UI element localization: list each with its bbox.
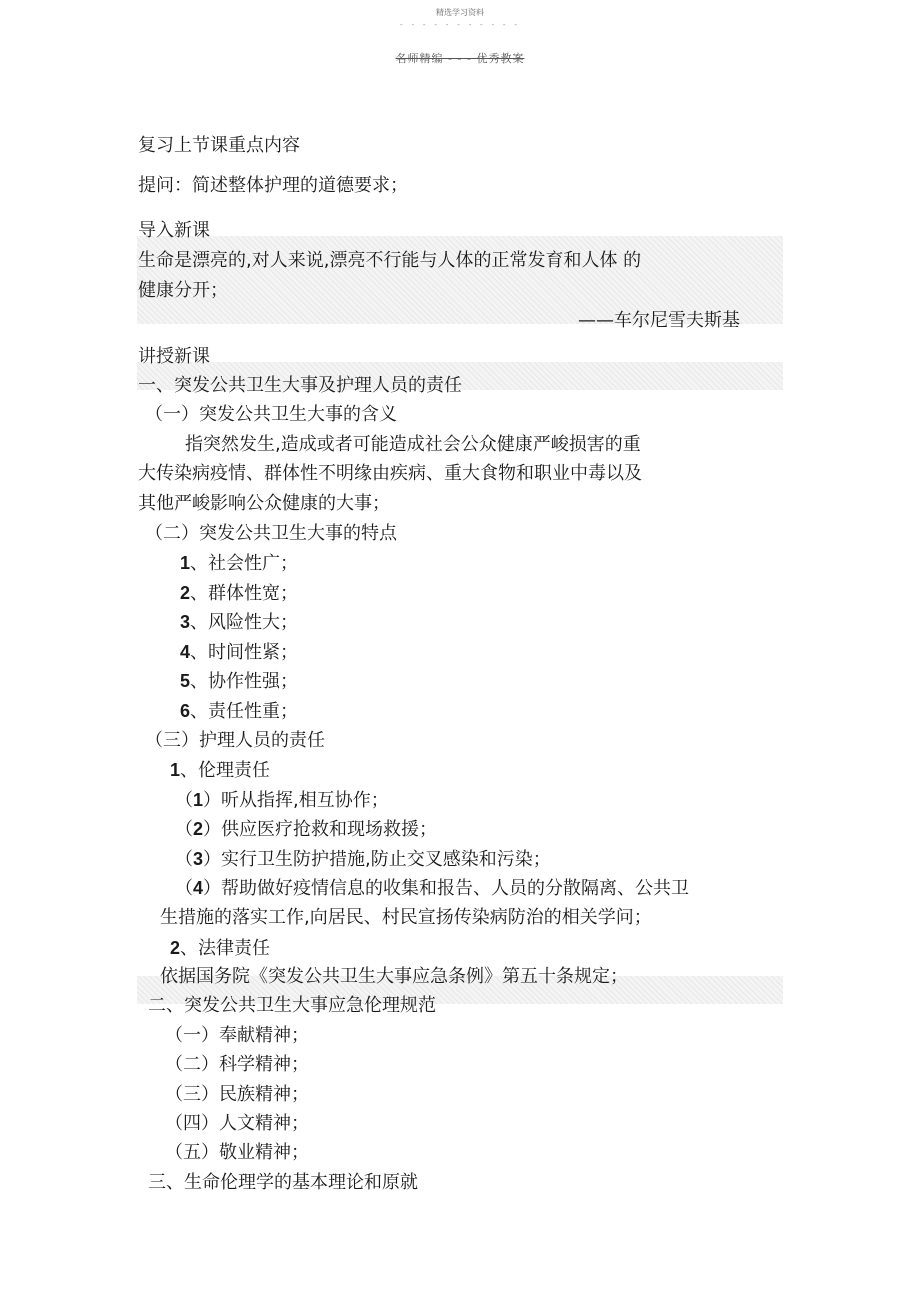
- legal-heading: 2、法律责任: [170, 938, 271, 959]
- trait-item-2: 2、群体性宽；: [180, 583, 299, 604]
- ethics-item-3: （3）实行卫生防护措施,防止交叉感染和污染；: [175, 849, 551, 870]
- intro-heading: 导入新课: [138, 220, 210, 241]
- watermark-dashes: - - - - - - - - - - -: [399, 20, 521, 29]
- section2-title: 二、突发公共卫生大事应急伦理规范: [148, 995, 436, 1016]
- norm-item-4: （四）人文精神；: [165, 1113, 309, 1134]
- trait-item-6: 6、责任性重；: [180, 701, 299, 722]
- trait-item-5: 5、协作性强；: [180, 671, 299, 692]
- ethics-item-2: （2）供应医疗抢救和现场救援；: [175, 819, 438, 840]
- ethics-heading: 1、伦理责任: [170, 760, 271, 781]
- lecture-heading: 讲授新课: [138, 346, 210, 367]
- sub3-title: （三）护理人员的责任: [145, 730, 325, 751]
- ethics-item-1: （1）听从指挥,相互协作；: [175, 790, 389, 811]
- quote-line-2: 健康分开；: [138, 280, 228, 301]
- trait-item-4: 4、时间性紧；: [180, 642, 299, 663]
- quote-line-1: 生命是漂亮的,对人来说,漂亮不行能与人体的正常发育和人体 的: [138, 250, 642, 271]
- norm-item-1: （一）奉献精神；: [165, 1025, 309, 1046]
- quote-author: ——车尔尼雪夫斯基: [578, 310, 740, 331]
- norm-item-5: （五）敬业精神；: [165, 1142, 309, 1163]
- section1-title: 一、突发公共卫生大事及护理人员的责任: [138, 375, 462, 396]
- trait-item-1: 1、社会性广；: [180, 553, 299, 574]
- norm-item-2: （二）科学精神；: [165, 1054, 309, 1075]
- norm-item-3: （三）民族精神；: [165, 1084, 309, 1105]
- strike-title: 名师精编 - - - 优秀教案: [395, 52, 525, 65]
- ethics-item-4: （4）帮助做好疫情信息的收集和报告、人员的分散隔离、公共卫: [175, 878, 690, 899]
- trait-item-3: 3、风险性大；: [180, 612, 299, 633]
- legal-text: 依据国务院《突发公共卫生大事应急条例》第五十条规定；: [160, 966, 628, 987]
- sub1-para-line-2: 大传染病疫情、群体性不明缘由疾病、重大食物和职业中毒以及: [138, 463, 642, 484]
- sub1-title: （一）突发公共卫生大事的含义: [145, 404, 397, 425]
- section3-title: 三、生命伦理学的基本理论和原就: [148, 1172, 418, 1193]
- watermark-top: 精选学习资料: [436, 8, 484, 17]
- sub2-title: （二）突发公共卫生大事的特点: [145, 523, 397, 544]
- sub1-para-line-3: 其他严峻影响公众健康的大事；: [138, 493, 390, 514]
- review-title: 复习上节课重点内容: [138, 135, 300, 156]
- review-question: 提问：简述整体护理的道德要求；: [138, 175, 408, 196]
- sub1-para-line-1: 指突然发生,造成或者可能造成社会公众健康严峻损害的重: [185, 434, 641, 455]
- ethics-item-4-cont: 生措施的落实工作,向居民、村民宣扬传染病防治的相关学问；: [160, 907, 652, 928]
